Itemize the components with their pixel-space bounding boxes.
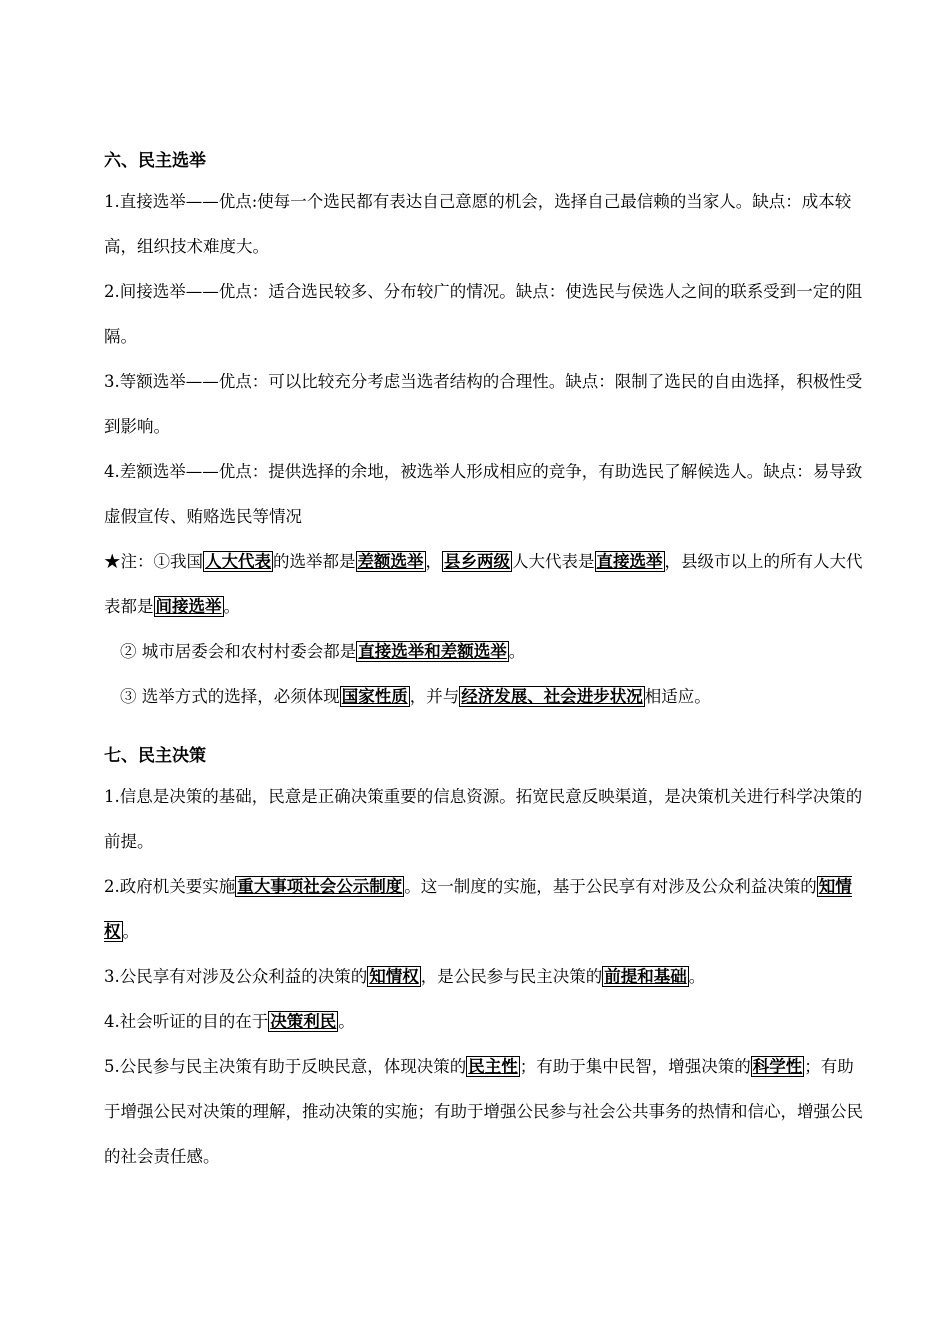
key-term: 决策利民 — [270, 1012, 337, 1031]
text-run: 相适应。 — [644, 687, 711, 706]
text-run: ，县级市以上的所有人大代表都是 — [104, 552, 863, 616]
text-run: ★注：①我国 — [104, 552, 203, 571]
text-run: 5.公民参与民主决策有助于反映民意，体现决策的 — [104, 1057, 467, 1076]
key-term: 前提和基础 — [604, 967, 687, 986]
paragraph — [104, 864, 864, 954]
text-run: ；有助于集中民智，增强决策的 — [519, 1057, 751, 1076]
note-paragraph — [104, 539, 864, 629]
section-title: 七、民主决策 — [104, 746, 206, 766]
section-democratic-election — [104, 150, 864, 719]
text-run: 3.公民享有对涉及公众利益的决策的 — [104, 967, 368, 986]
text-run: 。 — [688, 967, 706, 986]
key-term: 经济发展、社会进步状况 — [461, 687, 643, 706]
text-run: 2.政府机关要实施 — [104, 877, 236, 896]
paragraph — [104, 179, 864, 269]
text-run: 3.等额选举——优点：可以比较充分考虑当选者结构的合理性。缺点：限制了选民的自由选择，积极性受到影响。 — [104, 372, 863, 436]
paragraph — [104, 1044, 864, 1179]
text-run: ；有助于增强公民对决策的理解，推动决策的实施；有助于增强公民参与社会公共事务的热情和信心，增强公民的社会责任感。 — [104, 1057, 863, 1166]
note-paragraph — [104, 629, 864, 674]
text-run: 。 — [122, 922, 139, 941]
paragraph — [104, 359, 864, 449]
text-run: 4.社会听证的目的在于 — [104, 1012, 269, 1031]
text-run: 。这一制度的实施，基于公民享有对涉及公众利益决策的 — [404, 877, 817, 896]
text-run: ③ 选举方式的选择，必须体现 — [120, 687, 340, 706]
paragraph — [104, 269, 864, 359]
section-democratic-decision — [104, 745, 864, 1179]
paragraph — [104, 774, 864, 864]
text-run: 1.直接选举——优点:使每一个选民都有表达自己意愿的机会，选择自己最信赖的当家人。缺点：成本较高，组织技术难度大。 — [104, 192, 852, 256]
text-run: 。 — [508, 642, 526, 661]
text-run: 。 — [223, 597, 240, 616]
text-run: ，是公民参与民主决策的 — [420, 967, 603, 986]
paragraph — [104, 954, 864, 999]
key-term: 差额选举 — [357, 552, 424, 571]
text-run: ② 城市居委会和农村村委会都是 — [120, 642, 357, 661]
text-run: 的选举都是 — [273, 552, 356, 571]
key-term: 知情权 — [369, 967, 419, 986]
key-term: 直接选举和差额选举 — [358, 642, 507, 661]
key-term: 县乡两级 — [444, 552, 510, 571]
key-term: 直接选举 — [596, 552, 663, 571]
key-term: 人大代表 — [205, 552, 271, 571]
text-run: 。 — [338, 1012, 355, 1031]
note-paragraph — [104, 674, 864, 719]
key-term: 民主性 — [468, 1057, 518, 1076]
key-term: 科学性 — [752, 1057, 803, 1076]
paragraph — [104, 449, 864, 539]
text-run: 4.差额选举——优点：提供选择的余地，被选举人形成相应的竞争，有助选民了解候选人。缺点：易导致虚假宣传、贿赂选民等情况 — [104, 462, 863, 526]
text-run: ， — [425, 552, 442, 571]
key-term: 知情权 — [104, 877, 852, 941]
key-term: 国家性质 — [341, 687, 408, 706]
paragraph — [104, 999, 864, 1044]
key-term: 重大事项社会公示制度 — [237, 877, 403, 896]
text-run: ，并与 — [409, 687, 460, 706]
text-run: 人大代表是 — [512, 552, 595, 571]
text-run: 1.信息是决策的基础，民意是正确决策重要的信息资源。拓宽民意反映渠道，是决策机关进行科学决策的前提。 — [104, 787, 863, 851]
key-term: 间接选举 — [155, 597, 222, 616]
section-title: 六、民主选举 — [104, 151, 206, 171]
text-run: 2.间接选举——优点：适合选民较多、分布较广的情况。缺点：使选民与侯选人之间的联系受到一定的阻隔。 — [104, 282, 863, 346]
